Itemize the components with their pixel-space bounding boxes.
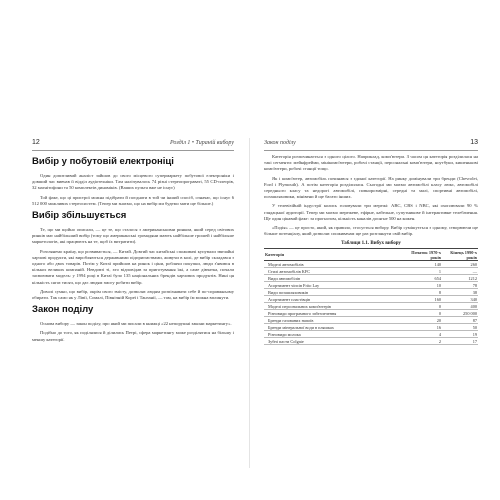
table-row xyxy=(264,303,478,310)
table-cell-category: Зубні пасти Colgate xyxy=(264,338,406,345)
table-cell-value: 140 xyxy=(406,261,442,268)
paragraph: Доволі сумно, що вибір, окрім свого змісту, дозволяє людям розпізнавати себе й по-справжньому обирати. Так само як у Лівії, Сомалі, Північній Кореї і Танзанії, — там, на вибір їм можна вплинути. xyxy=(32,288,234,301)
table-cell-value: 38 xyxy=(442,289,478,296)
table-cell-value: 1 xyxy=(406,268,442,275)
table-cell-category: Бренди мінеральної води в пляшках xyxy=(264,324,406,331)
right-page-number: 13 xyxy=(470,139,478,146)
table-cell-value: 654 xyxy=(406,275,442,282)
column-header-early-1970s: Початок 1970-х років xyxy=(406,249,442,261)
right-content xyxy=(264,154,478,345)
table-cell-value: 0 xyxy=(406,310,442,317)
table-row xyxy=(264,331,478,338)
table-row xyxy=(264,289,478,296)
table-cell-value: 160 xyxy=(406,296,442,303)
table-cell-value: 20 xyxy=(406,317,442,324)
table-cell-value: 4 xyxy=(406,331,442,338)
table-cell-value: 2 xyxy=(406,338,442,345)
table-cell-value: 1212 xyxy=(442,275,478,282)
table-cell-value: 400 xyxy=(442,303,478,310)
right-running-header xyxy=(264,139,478,149)
column-header-late-1990s: Кінець 1990-х років xyxy=(442,249,478,261)
table-row xyxy=(264,282,478,289)
table-cell-value: 19 xyxy=(442,331,478,338)
table-header-row xyxy=(264,249,478,261)
table-cell-category: Різновиди молока xyxy=(264,331,406,338)
table-row xyxy=(264,310,478,317)
paragraph: Як і комп'ютер, автомобіль починався з єдиної категорії. На ринку домінували три бренди (Chevrolet, Ford і Plymouth). А потім категорія розділилася. Сьогодні ми маємо автомобілі класу люкс, автомобілі середнього класу та недорогі автомобілі, повнорозмірні, середні та малі, спортивні автомобілі, позашляховики, мінівени й ще багато інших. xyxy=(264,175,478,200)
table-row xyxy=(264,275,478,282)
table-cell-value: 78 xyxy=(442,282,478,289)
left-running-title: Розділ 1 • Тираній вибору xyxy=(169,140,234,146)
table-cell-value: 250 000 xyxy=(442,310,478,317)
table-cell-value: 87 xyxy=(442,317,478,324)
paragraph: Той факт, що ці пристрої можна підібрати й поєднати в той чи інший спосіб, означає, що існує 6 512 000 можливих стереосистем. (Тепер ми знаємо, що на вибір ми будемо мати ще більше.) xyxy=(32,194,234,206)
table-cell-category: Моделі автомобілів xyxy=(264,261,406,268)
left-running-header xyxy=(32,139,234,149)
right-page xyxy=(264,0,478,500)
table-cell-value: 8 xyxy=(406,289,442,296)
paragraph: Те, що ми щойно описали, — це те, що сталося з американськими ринком, який серед світових ринків має найбільший вибір (тому що американські громадяни мають найбільше грошей і найбільше маркетологів, які працюють на те, щоб їх витратити). xyxy=(32,227,234,245)
paragraph: Категорія розпочинається з одного цілого. Наприклад, комп'ютери. З часом ця категорія розділилася на такі сегменти: мейнфрейми, мінікомп'ютери, робочі станції, персональні комп'ютери, ноутбуки, кишенькові комп'ютери, робочі станції тощо. xyxy=(264,154,478,172)
table-caption: Таблиця 1.1. Вибух вибору xyxy=(341,241,401,247)
table-cell-category: Стилі автомобілів KFC xyxy=(264,268,406,275)
table-row xyxy=(264,338,478,345)
table-cell-category: Різновиди програмного забезпечення xyxy=(264,310,406,317)
paragraph: Один допитливий аналіст зайшов до свого місцевого супермаркету побутової електроніки і довший час вивчав її відділ аудіотехніки. Там налічувалось 74 різні стереопрограваті, 55 CD-плеєрів, 32 магнітофони та 50 комплектів динаміків. (Ваших пульта вже не існує) xyxy=(32,173,234,191)
right-header-rule xyxy=(264,150,478,151)
right-running-title: Закон поділу xyxy=(264,140,296,146)
table-cell-category: Види позашляховиків xyxy=(264,289,406,296)
table-cell-value: 340 xyxy=(442,296,478,303)
table-cell-category: Бренди газованих напоїв xyxy=(264,317,406,324)
section-heading-electronics: Вибір у побутовій електроніці xyxy=(32,156,174,167)
table-cell-value: 0 xyxy=(406,303,442,310)
table-row xyxy=(264,317,478,324)
table-cell-value: 50 xyxy=(442,324,478,331)
table-row xyxy=(264,261,478,268)
paragraph: Основа вибору — закон поділу, про який ми писали в книжці «22 непорушні закони маркетингу». xyxy=(40,321,232,327)
section-heading-choice-grows: Вибір збільшується xyxy=(32,210,127,222)
table-row xyxy=(264,268,478,275)
table-cell-category: Асортимент чіпсів Frito Lay xyxy=(264,282,406,289)
paragraph: У телевізійній індустрії колись головували три мережі: ABC, CBS і NBC, які охоплювали 90 % глядацької аудиторії. Тепер ми маємо мережеве, ефірне, кабельне, супутникове й інтерактивне телебачення. Ще один цікавий факт: за прогнозом, кількість каналів досягне 500 на кожен. xyxy=(264,203,478,221)
table-cell-value: 10 xyxy=(406,282,442,289)
table-cell-category: Моделі персональних комп'ютерів xyxy=(264,303,406,310)
paragraph: Розглянемо країну, що розвивається, — Китай. Довгий час китайські споживачі купували звичайні харчові продукти, які виробляються державними підприємствами, живучи в колі, де вибір складався з одного або двох товарів. Потім у Китаї прийшов на ринок і ціни, роблячи покупки, люди з'явився в кількох великих компаній. Невдовзі ті, хто відповідав за приготування їжі, а саме дівчатка, почали засвоювати модель: у 1994 році в Китаї було 135 національних брендів харчових продуктів. Нині ця кількість сягає тисяч, що дає людям змогу робити вибір. xyxy=(32,248,234,285)
paragraph: Подібно до того, як поділялися й ділились Петрі, сфера маркетингу може розділятися на більшу і меншу категорії. xyxy=(32,330,234,342)
table-row xyxy=(264,296,478,303)
column-header-category: Категорія xyxy=(264,249,406,261)
table-cell-value: 17 xyxy=(442,338,478,345)
table-row xyxy=(264,324,478,331)
table-cell-category: Асортимент пластівців xyxy=(264,296,406,303)
page-gutter xyxy=(249,138,250,468)
paragraph: «Подія» — це просто, який, як правило, стосується вибору. Вибір сумішується з одному, створюючи ще більше потенціалу, який дозволяє споживачам ще раз розглянути свій вибір. xyxy=(264,225,478,237)
left-content xyxy=(32,154,234,346)
table-cell-value: — xyxy=(442,268,478,275)
left-header-rule xyxy=(32,150,234,151)
left-page-number: 12 xyxy=(32,139,40,146)
table-cell-category: Види автомобілів xyxy=(264,275,406,282)
table-cell-value: 16 xyxy=(406,324,442,331)
table-cell-value: 260 xyxy=(442,261,478,268)
left-page xyxy=(32,0,234,500)
choice-explosion-table xyxy=(264,248,478,345)
section-heading-law-of-division: Закон поділу xyxy=(32,304,94,316)
